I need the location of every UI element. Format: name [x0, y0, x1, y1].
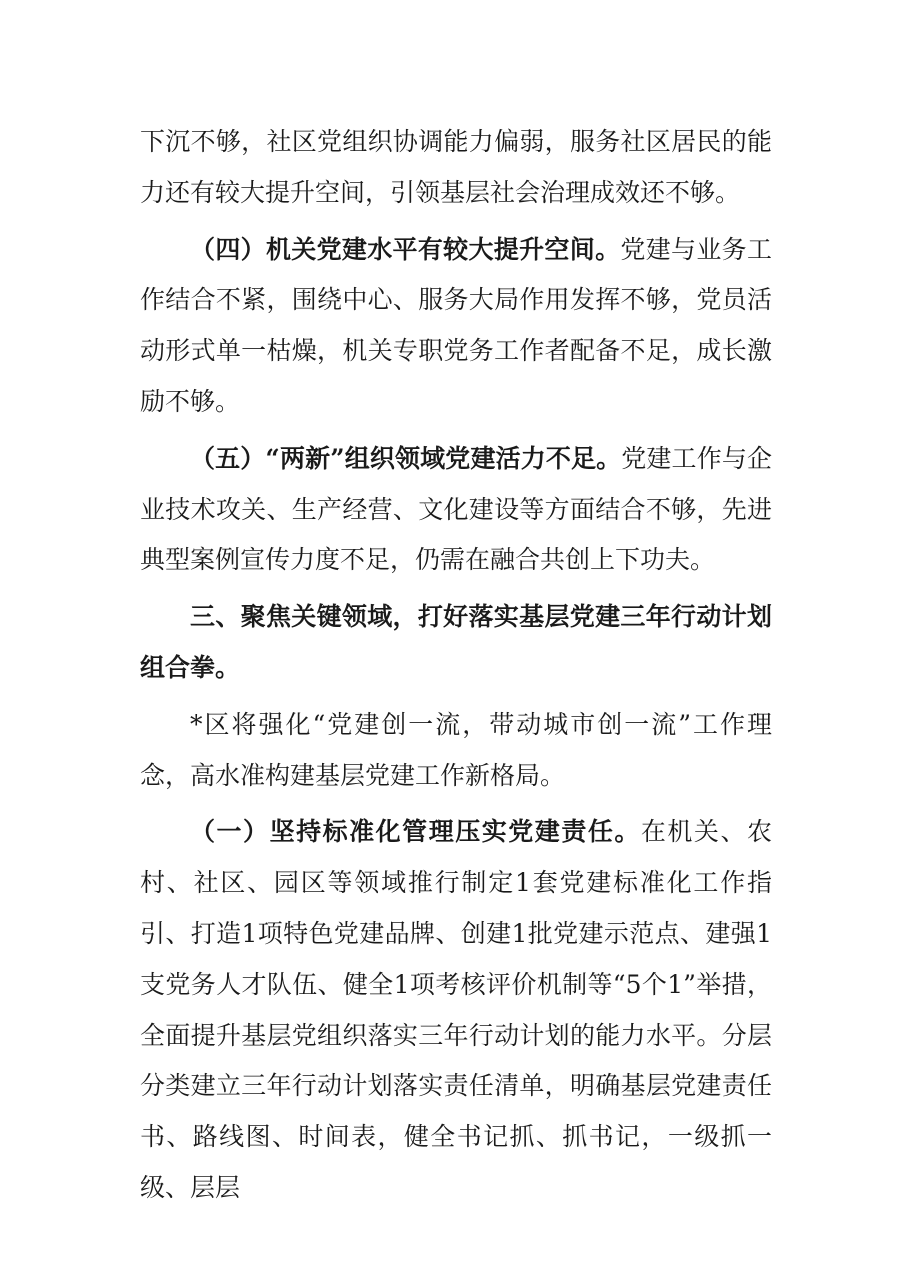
- paragraph-text: 党建与业务工作结合不紧，围绕中心、服务大局作用发挥不够，党员活动形式单一枯燥，机关专职党务工作者配备不足，成长激励不够。: [140, 234, 772, 416]
- paragraph-district-intro: [140, 700, 772, 802]
- paragraph-lead: （四）机关党建水平有较大提升空间。: [190, 234, 621, 264]
- document-page: [140, 117, 772, 1220]
- paragraph-two-new-organizations: [140, 434, 772, 586]
- paragraph-party-building-organs: [140, 225, 772, 428]
- paragraph-text: *区将强化“党建创一流，带动城市创一流”工作理念，高水准构建基层党建工作新格局。: [140, 709, 772, 790]
- paragraph-continuation: [140, 117, 772, 219]
- section-heading-three: 三、聚焦关键领域，打好落实基层党建三年行动计划组合拳。: [140, 602, 772, 682]
- paragraph-text: 下沉不够，社区党组织协调能力偏弱，服务社区居民的能力还有较大提升空间，引领基层社会治理成效还不够。: [140, 127, 772, 207]
- paragraph-text: 党建工作与企业技术攻关、生产经营、文化建设等方面结合不够，先进典型案例宣传力度不足，仍需在融合共创上下功夫。: [140, 443, 772, 575]
- paragraph-lead: （五）“两新”组织领域党建活力不足。: [190, 443, 622, 473]
- paragraph-standardized-management: [140, 807, 772, 1213]
- paragraph-lead: （一）坚持标准化管理压实党建责任。: [190, 817, 641, 847]
- paragraph-text: 在机关、农村、社区、园区等领域推行制定1套党建标准化工作指引、打造1项特色党建品牌、创建1批党建示范点、建强1支党务人才队伍、健全1项考核评价机制等“5个1”举措，全面提升基层党组织落实三年行动计划的能力水平。分层分类建立三年行动计划落实责任清单，明确基层党建责任书、路线图、时间表，健全书记抓、抓书记，一级抓一级、层层: [140, 817, 772, 1202]
